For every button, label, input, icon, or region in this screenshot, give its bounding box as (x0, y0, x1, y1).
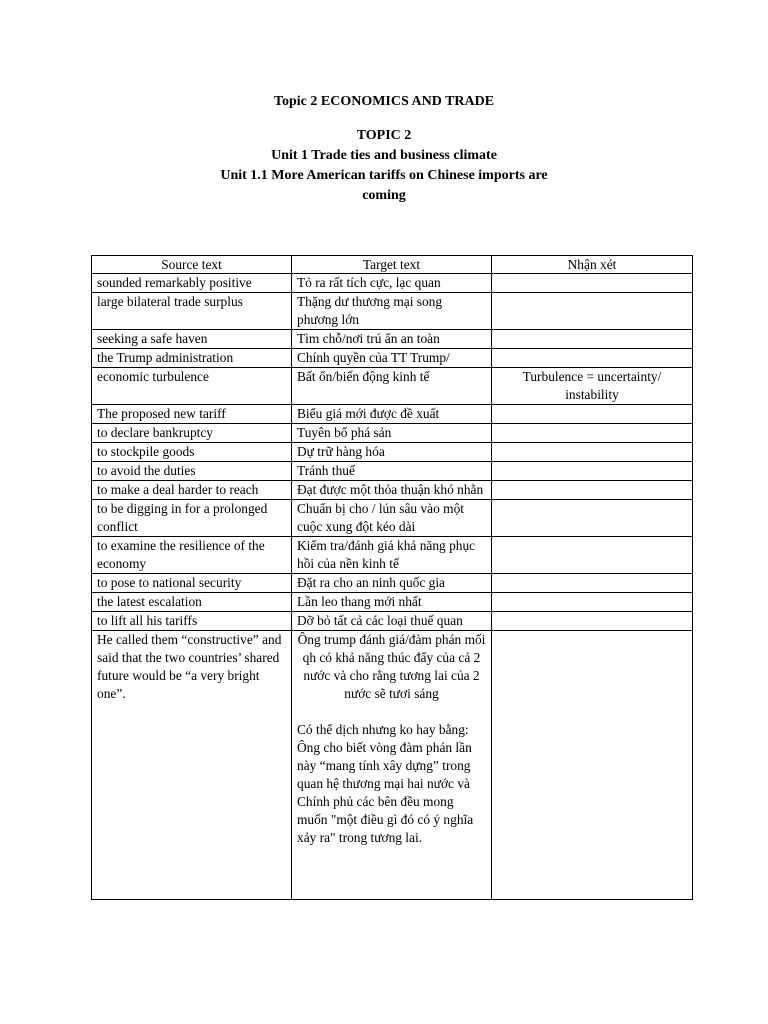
subunit-heading-line2: coming (362, 188, 406, 203)
target-cell: Đặt ra cho an ninh quốc gia (292, 574, 492, 593)
target-cell: Đạt được một thỏa thuận khó nhằn (292, 481, 492, 500)
source-cell: He called them “constructive” and said that the two countries’ shared future would be “a very bright one”. (92, 631, 292, 900)
source-cell: to lift all his tariffs (92, 612, 292, 631)
source-cell: the Trump administration (92, 349, 292, 368)
table-body (92, 274, 693, 900)
document-title: Topic 2 ECONOMICS AND TRADE (273, 94, 495, 109)
note-cell (492, 500, 693, 537)
table-row (92, 500, 693, 537)
table-row (92, 481, 693, 500)
heading-block (0, 126, 768, 206)
topic-heading: TOPIC 2 (356, 128, 412, 143)
vocabulary-table (91, 255, 693, 900)
target-cell: Tìm chỗ/nơi trú ẩn an toàn (292, 330, 492, 349)
source-cell: seeking a safe haven (92, 330, 292, 349)
note-cell (492, 537, 693, 574)
table-row (92, 274, 693, 293)
target-cell: Dỡ bỏ tất cả các loại thuế quan (292, 612, 492, 631)
note-cell (492, 631, 693, 900)
target-cell: Tỏ ra rất tích cực, lạc quan (292, 274, 492, 293)
unit-heading: Unit 1 Trade ties and business climate (271, 148, 497, 163)
table-row (92, 443, 693, 462)
target-cell: Bất ổn/biến động kinh tế (292, 368, 492, 405)
target-cell: Lần leo thang mới nhất (292, 593, 492, 612)
source-cell: to be digging in for a prolonged conflict (92, 500, 292, 537)
target-cell: Kiểm tra/đánh giá khả năng phục hồi của nền kinh tế (292, 537, 492, 574)
note-cell: Turbulence = uncertainty/ instability (492, 368, 693, 405)
table-row (92, 612, 693, 631)
table-row (92, 368, 693, 405)
source-cell: The proposed new tariff (92, 405, 292, 424)
target-translation-alternative: Có thể dịch nhưng ko hay bằng: Ông cho biết vòng đàm phán lần này “mang tính xây dựng” trong quan hệ thương mại hai nước và Chính phủ các bên đều mong muốn "một điều gì đó có ý nghĩa xảy ra" trong tương lai. (297, 722, 474, 845)
source-cell: to stockpile goods (92, 443, 292, 462)
table-row (92, 574, 693, 593)
target-cell: Tuyên bố phá sản (292, 424, 492, 443)
note-cell (492, 349, 693, 368)
target-cell: Chuẩn bị cho / lún sâu vào một cuộc xung đột kéo dài (292, 500, 492, 537)
note-cell (492, 330, 693, 349)
note-cell (492, 293, 693, 330)
note-cell (492, 443, 693, 462)
target-cell: Dự trữ hàng hóa (292, 443, 492, 462)
source-cell: sounded remarkably positive (92, 274, 292, 293)
note-cell (492, 462, 693, 481)
source-cell: to make a deal harder to reach (92, 481, 292, 500)
target-cell: Biểu giá mới được đề xuất (292, 405, 492, 424)
target-cell: Tránh thuế (292, 462, 492, 481)
table-header-row (92, 256, 693, 274)
note-cell (492, 593, 693, 612)
table-row (92, 631, 693, 900)
table-row (92, 537, 693, 574)
note-cell (492, 405, 693, 424)
table-row (92, 462, 693, 481)
note-cell (492, 424, 693, 443)
note-cell (492, 574, 693, 593)
table-row (92, 424, 693, 443)
target-translation-centered: Ông trump đánh giá/đàm phán mối qh có khả năng thúc đẩy của cả 2 nước và cho rằng tương lai của 2 nước sẽ tươi sáng (297, 632, 486, 701)
note-cell (492, 612, 693, 631)
source-cell: to declare bankruptcy (92, 424, 292, 443)
table-row (92, 293, 693, 330)
table-row (92, 349, 693, 368)
source-cell: to examine the resilience of the economy (92, 537, 292, 574)
target-cell (292, 631, 492, 900)
source-cell: to pose to national security (92, 574, 292, 593)
note-cell (492, 274, 693, 293)
column-header: Nhận xét (492, 256, 693, 274)
table-row (92, 405, 693, 424)
source-cell: large bilateral trade surplus (92, 293, 292, 330)
table-row (92, 593, 693, 612)
note-cell (492, 481, 693, 500)
target-cell: Thặng dư thương mại song phương lớn (292, 293, 492, 330)
subunit-heading-line1: Unit 1.1 More American tariffs on Chinese imports are (220, 168, 548, 183)
source-cell: the latest escalation (92, 593, 292, 612)
table-row (92, 330, 693, 349)
source-cell: economic turbulence (92, 368, 292, 405)
column-header: Source text (92, 256, 292, 274)
source-cell: to avoid the duties (92, 462, 292, 481)
target-cell: Chính quyền của TT Trump/ (292, 349, 492, 368)
column-header: Target text (292, 256, 492, 274)
